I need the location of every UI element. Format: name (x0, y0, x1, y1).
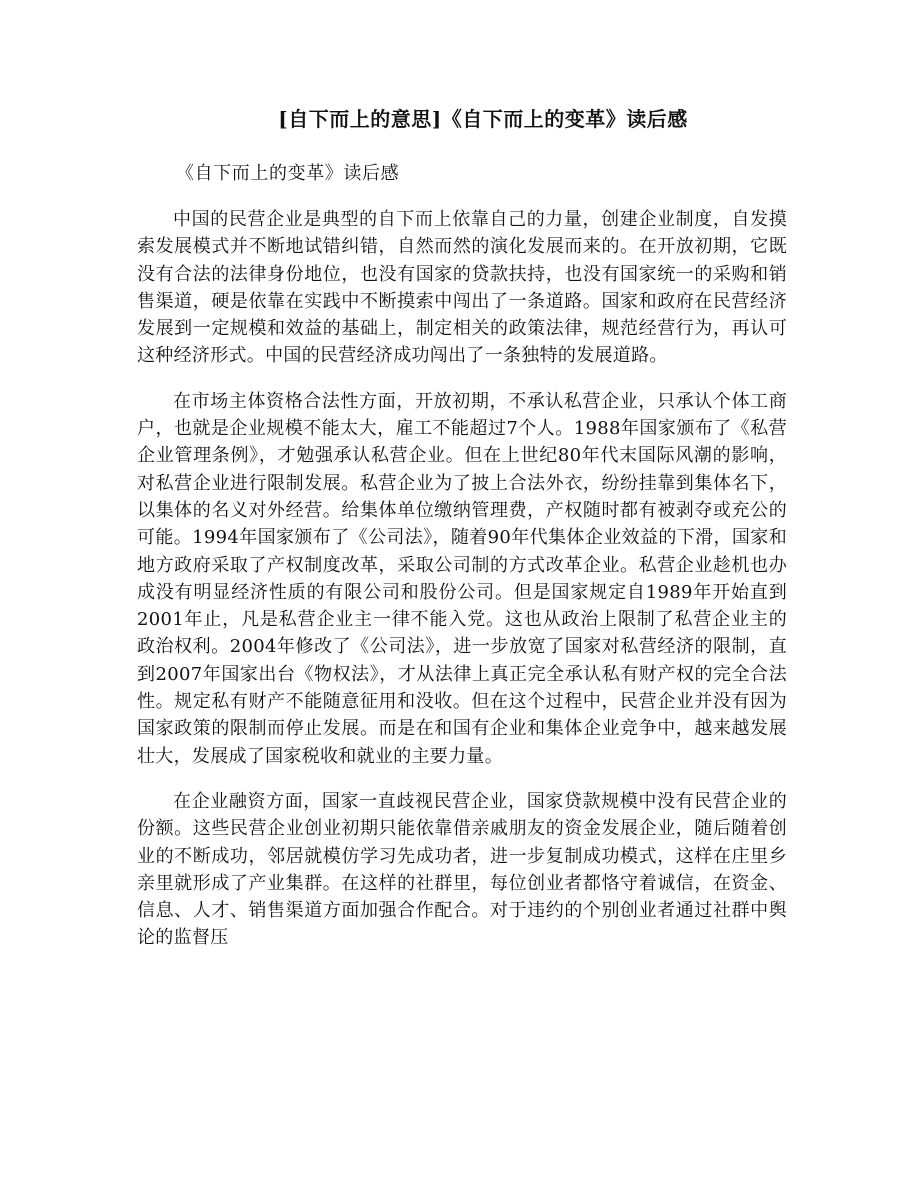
paragraph-1: 中国的民营企业是典型的自下而上依靠自己的力量，创建企业制度，自发摸索发展模式并不断地试错纠错，自然而然的演化发展而来的。在开放初期，它既没有合法的法律身份地位，也没有国家的贷款扶持，也没有国家统一的采购和销售渠道，硬是依靠在实践中不断摸索中闯出了一条道路。国家和政府在民营经济发展到一定规模和效益的基础上，制定相关的政策法律，规范经营行为，再认可这种经济形式。中国的民营经济成功闯出了一条独特的发展道路。 (137, 209, 787, 367)
document-title: [自下而上的意思]《自下而上的变革》读后感 (278, 107, 688, 131)
document-subtitle: 《自下而上的变革》读后感 (176, 163, 400, 184)
paragraph-3: 在企业融资方面，国家一直歧视民营企业，国家贷款规模中没有民营企业的份额。这些民营企业创业初期只能依靠借亲戚朋友的资金发展企业，随后随着创业的不断成功，邻居就模仿学习先成功者，进一步复制成功模式，这样在庄里乡亲里就形成了产业集群。在这样的社群里，每位创业者都恪守着诚信，在资金、信息、人才、销售渠道方面加强合作配合。对于违约的个别创业者通过社群中舆论的监督压 (137, 790, 787, 949)
paragraph-2: 在市场主体资格合法性方面，开放初期，不承认私营企业，只承认个体工商户，也就是企业规模不能太大，雇工不能超过7个人。1988年国家颁布了《私营企业管理条例》，才勉强承认私营企业。但在上世纪80年代末国际风潮的影响，对私营企业进行限制发展。私营企业为了披上合法外衣，纷纷挂靠到集体名下，以集体的名义对外经营。给集体单位缴纳管理费，产权随时都有被剥夺或充公的可能。1994年国家颁布了《公司法》，随着90年代集体企业效益的下滑，国家和地方政府采取了产权制度改革，采取公司制的方式改革企业。私营企业趁机也办成没有明显经济性质的有限公司和股份公司。但是国家规定自1989年开始直到2001年止，凡是私营企业主一律不能入党。这也从政治上限制了私营企业主的政治权利。2004年修改了《公司法》，进一步放宽了国家对私营经济的限制，直到2007年国家出台《物权法》，才从法律上真正完全承认私有财产权的完全合法性。规定私有财产不能随意征用和没收。但在这个过程中，民营企业并没有因为国家政策的限制而停止发展。而是在和国有企业和集体企业竞争中，越来越发展壮大，发展成了国家税收和就业的主要力量。 (137, 390, 787, 767)
document-body (137, 206, 787, 970)
